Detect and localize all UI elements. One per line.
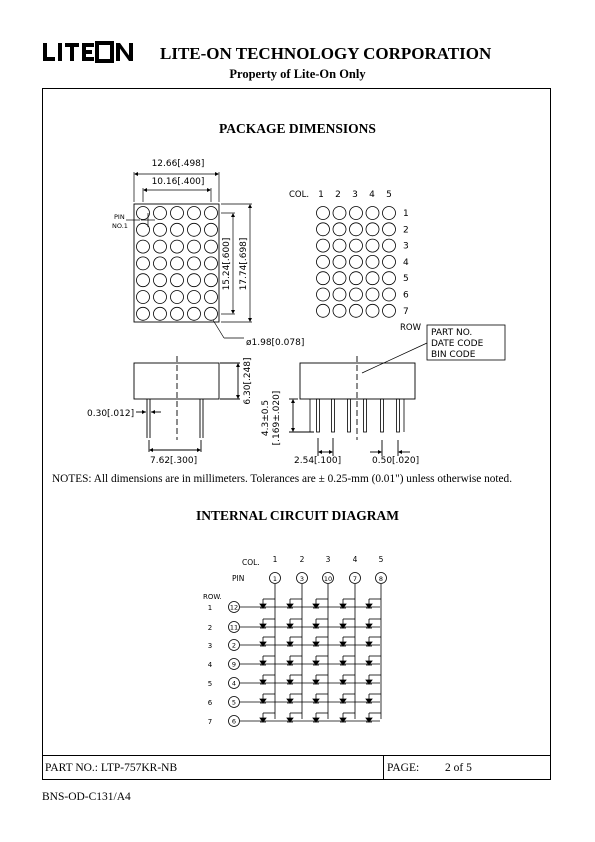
part-number: PART NO.: LTP-757KR-NB bbox=[45, 762, 178, 774]
led-dot bbox=[366, 304, 379, 317]
row-label: ROW bbox=[400, 323, 422, 333]
led-symbol bbox=[260, 680, 266, 684]
pin-lead bbox=[381, 399, 384, 432]
dim-dot-diameter: ø1.98[0.078] bbox=[246, 338, 305, 348]
led-dot bbox=[205, 223, 218, 236]
led-dot bbox=[154, 307, 167, 320]
led-symbol bbox=[260, 661, 266, 665]
col-numbers bbox=[318, 190, 392, 200]
led-dot bbox=[188, 307, 201, 320]
led-dot bbox=[205, 240, 218, 253]
dim-pin-pitch: 2.54[.100] bbox=[294, 456, 342, 466]
dim-pin-length-inch: [.169±.020] bbox=[272, 390, 282, 446]
circuit-pin-label: PIN bbox=[232, 574, 245, 583]
footer-divider bbox=[42, 755, 551, 756]
pin-lead bbox=[348, 399, 351, 432]
circuit-col-number: 3 bbox=[325, 555, 331, 564]
led-dot bbox=[333, 272, 346, 285]
led-dot bbox=[350, 255, 363, 268]
led-symbol bbox=[287, 642, 293, 646]
led-symbol bbox=[366, 642, 372, 646]
display-body-front bbox=[134, 204, 219, 322]
col-pin-number: 7 bbox=[352, 575, 358, 583]
led-symbol bbox=[313, 680, 319, 684]
led-symbol bbox=[260, 624, 266, 628]
row-number: 6 bbox=[403, 290, 409, 301]
dim-side-height: 6.30[.248] bbox=[243, 357, 253, 405]
page-number: 2 of 5 bbox=[445, 762, 472, 774]
notes: NOTES: All dimensions are in millimeters. Tolerances are ± 0.25-mm (0.01") unless otherwise noted. bbox=[52, 473, 513, 485]
led-dot bbox=[317, 255, 330, 268]
led-symbol bbox=[340, 699, 346, 703]
led-dot bbox=[383, 255, 396, 268]
marking-part-no: PART NO. bbox=[431, 328, 473, 338]
circuit-row-number: 5 bbox=[207, 680, 213, 688]
led-dot bbox=[317, 239, 330, 252]
led-dot bbox=[366, 255, 379, 268]
circuit-col-number: 4 bbox=[352, 555, 358, 564]
circuit-row-number: 2 bbox=[207, 624, 213, 632]
col-number: 4 bbox=[369, 190, 375, 200]
led-symbol bbox=[340, 680, 346, 684]
led-dot bbox=[317, 272, 330, 285]
led-dot bbox=[333, 255, 346, 268]
dim-pin-length: 4.3±0.5 bbox=[261, 399, 271, 437]
led-symbol bbox=[366, 661, 372, 665]
led-symbol bbox=[340, 604, 346, 608]
led-symbol bbox=[287, 624, 293, 628]
led-dot bbox=[383, 239, 396, 252]
dim-height-outer: 17.74[.698] bbox=[239, 237, 249, 291]
led-dot bbox=[333, 239, 346, 252]
led-symbol bbox=[313, 642, 319, 646]
circuit-row-number: 3 bbox=[207, 642, 213, 650]
led-dot bbox=[205, 307, 218, 320]
row-pin-number: 2 bbox=[231, 641, 237, 650]
dim-height-inner: 15.24[.600] bbox=[222, 237, 232, 291]
company-name: LITE-ON TECHNOLOGY CORPORATION bbox=[160, 44, 492, 63]
led-dot bbox=[350, 304, 363, 317]
front-dot-grid bbox=[137, 207, 218, 321]
led-dot bbox=[154, 207, 167, 220]
package-dimensions-title: PACKAGE DIMENSIONS bbox=[219, 121, 376, 136]
circuit-row-number: 7 bbox=[207, 718, 213, 726]
led-dot bbox=[154, 257, 167, 270]
page-label: PAGE: bbox=[387, 762, 420, 774]
led-dot bbox=[333, 288, 346, 301]
internal-circuit-title: INTERNAL CIRCUIT DIAGRAM bbox=[195, 508, 400, 523]
led-symbol bbox=[260, 718, 266, 722]
led-symbol bbox=[287, 661, 293, 665]
led-dot bbox=[205, 257, 218, 270]
led-symbol bbox=[287, 680, 293, 684]
led-dot bbox=[366, 272, 379, 285]
led-dot bbox=[205, 291, 218, 304]
circuit-row-number: 1 bbox=[207, 604, 213, 612]
arrowheads bbox=[134, 172, 252, 322]
led-dot bbox=[366, 207, 379, 220]
dim-width-outer: 12.66[.498] bbox=[151, 159, 205, 169]
front-view bbox=[134, 204, 219, 322]
led-dot bbox=[188, 274, 201, 287]
side-view-left bbox=[134, 356, 240, 452]
pin-no1-label-a: PIN bbox=[114, 213, 125, 221]
led-dot bbox=[350, 207, 363, 220]
dim-row-spacing: 7.62[.300] bbox=[150, 456, 198, 466]
col-number: 1 bbox=[318, 190, 324, 200]
led-symbol bbox=[366, 699, 372, 703]
dim-pin-width: 0.50[.020] bbox=[372, 456, 420, 466]
led-dot bbox=[350, 223, 363, 236]
pinout-dot-grid bbox=[317, 207, 396, 318]
led-symbol bbox=[366, 624, 372, 628]
led-symbol bbox=[340, 661, 346, 665]
led-dot bbox=[188, 257, 201, 270]
led-dot bbox=[188, 207, 201, 220]
row-pin-number: 5 bbox=[231, 698, 237, 707]
led-dot bbox=[366, 239, 379, 252]
led-dot bbox=[205, 207, 218, 220]
dim-pin-thickness: 0.30[.012] bbox=[87, 409, 135, 419]
circuit-col-number: 2 bbox=[299, 555, 305, 564]
led-dot bbox=[317, 304, 330, 317]
led-symbol bbox=[366, 604, 372, 608]
led-symbol bbox=[260, 699, 266, 703]
dim-width-inner: 10.16[.400] bbox=[151, 177, 205, 187]
col-pin-number: 1 bbox=[272, 575, 278, 583]
led-dot bbox=[171, 223, 184, 236]
row-pin-number: 6 bbox=[231, 717, 237, 726]
row-pin-number: 4 bbox=[231, 679, 237, 688]
led-dot bbox=[366, 288, 379, 301]
led-dot bbox=[154, 223, 167, 236]
led-dot bbox=[171, 307, 184, 320]
led-dot bbox=[171, 240, 184, 253]
led-dot bbox=[333, 207, 346, 220]
col-label: COL. bbox=[289, 190, 310, 200]
circuit-row-number: 6 bbox=[207, 699, 213, 707]
led-symbol bbox=[260, 604, 266, 608]
led-symbol bbox=[313, 604, 319, 608]
led-dot bbox=[137, 257, 150, 270]
row-number: 5 bbox=[403, 274, 409, 285]
marking-date-code: DATE CODE bbox=[431, 339, 484, 349]
row-pin-number: 9 bbox=[231, 660, 237, 669]
led-dot bbox=[317, 207, 330, 220]
circuit-row-label: ROW. bbox=[203, 593, 222, 601]
led-dot bbox=[154, 291, 167, 304]
led-dot bbox=[154, 274, 167, 287]
led-dot bbox=[317, 223, 330, 236]
pin-no1-label-b: NO.1 bbox=[112, 222, 128, 230]
led-symbol bbox=[366, 718, 372, 722]
led-dot bbox=[137, 307, 150, 320]
led-dot bbox=[350, 288, 363, 301]
circuit-col-label: COL. bbox=[242, 558, 260, 567]
row-number: 1 bbox=[403, 209, 409, 219]
led-dot bbox=[137, 291, 150, 304]
led-dot bbox=[188, 223, 201, 236]
led-dot bbox=[171, 291, 184, 304]
circuit-col-number: 5 bbox=[378, 555, 384, 564]
col-number: 3 bbox=[352, 190, 358, 200]
led-symbol bbox=[313, 699, 319, 703]
row-pin-number: 12 bbox=[229, 603, 239, 612]
marking-bin-code: BIN CODE bbox=[431, 350, 476, 360]
circuit-matrix bbox=[229, 573, 387, 727]
led-symbol bbox=[287, 718, 293, 722]
led-dot bbox=[171, 207, 184, 220]
pin-lead bbox=[317, 399, 320, 432]
led-dot bbox=[383, 272, 396, 285]
led-dot bbox=[188, 291, 201, 304]
led-symbol bbox=[313, 718, 319, 722]
row-number: 2 bbox=[403, 225, 409, 236]
row-number: 3 bbox=[403, 241, 409, 252]
led-dot bbox=[188, 240, 201, 253]
led-dot bbox=[317, 288, 330, 301]
property-notice: Property of Lite-On Only bbox=[229, 67, 366, 81]
led-symbol bbox=[366, 680, 372, 684]
col-pin-number: 8 bbox=[378, 575, 384, 583]
led-symbol bbox=[340, 718, 346, 722]
led-symbol bbox=[287, 699, 293, 703]
led-dot bbox=[350, 272, 363, 285]
row-numbers bbox=[403, 209, 409, 317]
pin-lead bbox=[397, 399, 400, 432]
col-pin-number: 3 bbox=[299, 575, 305, 583]
led-symbol bbox=[287, 604, 293, 608]
row-number: 7 bbox=[403, 306, 409, 317]
led-dot bbox=[333, 223, 346, 236]
row-pin-number: 11 bbox=[229, 623, 239, 632]
led-dot bbox=[383, 304, 396, 317]
pin-lead bbox=[364, 399, 367, 432]
led-dot bbox=[171, 257, 184, 270]
led-symbol bbox=[313, 624, 319, 628]
document-code: BNS-OD-C131/A4 bbox=[42, 791, 131, 803]
led-dot bbox=[383, 288, 396, 301]
led-dot bbox=[383, 207, 396, 220]
led-dot bbox=[205, 274, 218, 287]
circuit-row-number: 4 bbox=[207, 661, 213, 669]
row-number: 4 bbox=[403, 257, 409, 268]
col-pin-number: 10 bbox=[323, 575, 333, 583]
circuit-col-number: 1 bbox=[272, 555, 278, 564]
led-dot bbox=[154, 240, 167, 253]
led-dot bbox=[137, 274, 150, 287]
led-symbol bbox=[260, 642, 266, 646]
led-dot bbox=[366, 223, 379, 236]
led-dot bbox=[137, 223, 150, 236]
led-symbol bbox=[340, 624, 346, 628]
led-dot bbox=[383, 223, 396, 236]
led-dot bbox=[137, 240, 150, 253]
led-dot bbox=[171, 274, 184, 287]
col-number: 5 bbox=[386, 190, 392, 200]
led-symbol bbox=[340, 642, 346, 646]
footer-column-divider bbox=[383, 755, 384, 780]
led-symbol bbox=[313, 661, 319, 665]
col-number: 2 bbox=[335, 190, 341, 200]
led-dot bbox=[137, 207, 150, 220]
led-dot bbox=[333, 304, 346, 317]
led-dot bbox=[350, 239, 363, 252]
pin-lead bbox=[332, 399, 335, 432]
